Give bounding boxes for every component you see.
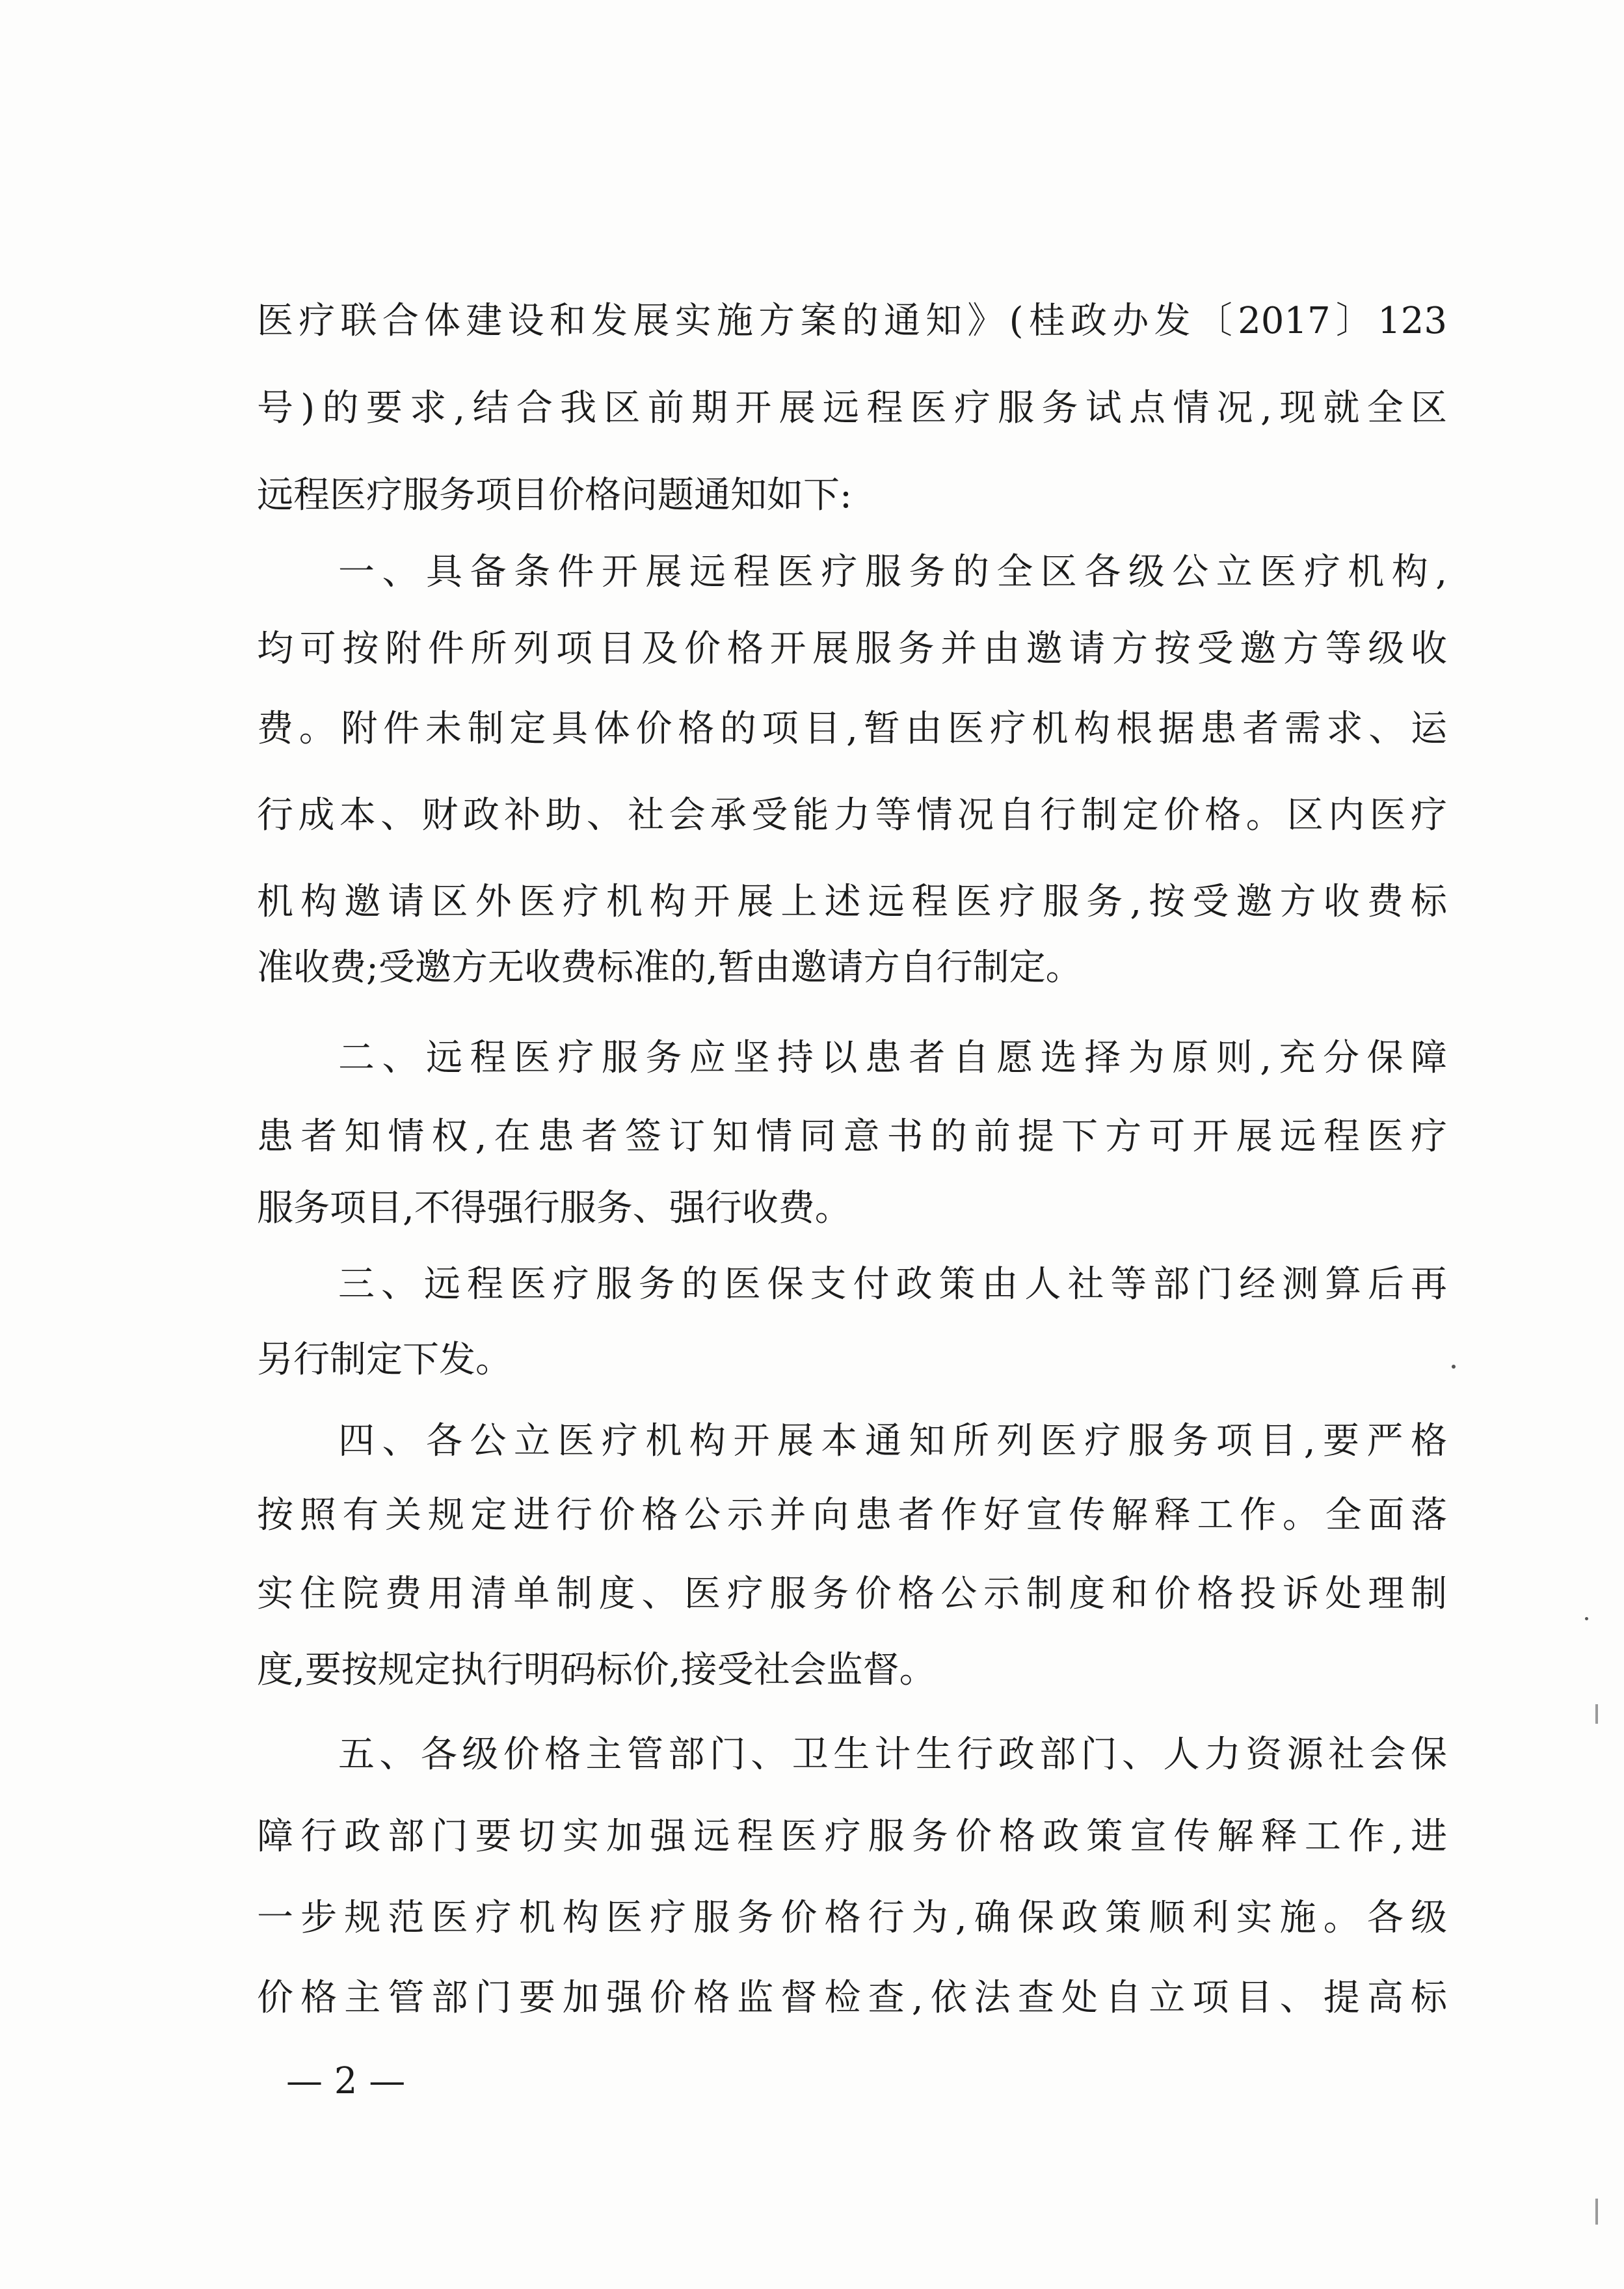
scan-edge-mark: [1595, 1704, 1598, 1724]
text-line: 远程医疗服务项目价格问题通知如下:: [257, 474, 852, 516]
scan-speck: [1585, 1617, 1588, 1620]
text-line: 度,要按规定执行明码标价,接受社会监督。: [257, 1649, 936, 1691]
text-line: 机构邀请区外医疗机构开展上述远程医疗服务,按受邀方收费标: [257, 881, 1447, 923]
paragraph-3-line: 三、远程医疗服务的医保支付政策由人社等部门经测算后再: [338, 1263, 1447, 1305]
text-line: 行成本、财政补助、社会承受能力等情况自行制定价格。区内医疗: [257, 794, 1447, 837]
page-number: — 2 —: [286, 2060, 406, 2102]
text-line: 服务项目,不得强行服务、强行收费。: [257, 1187, 851, 1229]
text-line: 费。附件未制定具体价格的项目,暂由医疗机构根据患者需求、运: [257, 708, 1447, 750]
paragraph-1-line: 一、具备条件开展远程医疗服务的全区各级公立医疗机构,: [338, 551, 1447, 593]
text-line: 号)的要求,结合我区前期开展远程医疗服务试点情况,现就全区: [257, 387, 1447, 429]
text-line: 障行政部门要切实加强远程医疗服务价格政策宣传解释工作,进: [257, 1815, 1447, 1858]
text-line: 医疗联合体建设和发展实施方案的通知》(桂政办发〔2017〕123: [257, 300, 1447, 342]
paragraph-4-line: 四、各公立医疗机构开展本通知所列医疗服务项目,要严格: [338, 1420, 1447, 1462]
paragraph-5-line: 五、各级价格主管部门、卫生计生行政部门、人力资源社会保: [338, 1733, 1447, 1776]
text-line: 另行制定下发。: [257, 1339, 512, 1381]
text-line: 一步规范医疗机构医疗服务价格行为,确保政策顺利实施。各级: [257, 1897, 1447, 1939]
scan-speck: [1452, 1365, 1456, 1369]
text-line: 价格主管部门要加强价格监督检查,依法查处自立项目、提高标: [257, 1977, 1447, 2019]
text-line: 实住院费用清单制度、医疗服务价格公示制度和价格投诉处理制: [257, 1573, 1447, 1615]
text-line: 均可按附件所列项目及价格开展服务并由邀请方按受邀方等级收: [257, 628, 1447, 670]
text-line: 准收费;受邀方无收费标准的,暂由邀请方自行制定。: [257, 946, 1082, 989]
scan-edge-mark: [1595, 2199, 1598, 2225]
paragraph-2-line: 二、远程医疗服务应坚持以患者自愿选择为原则,充分保障: [338, 1037, 1447, 1079]
text-line: 按照有关规定进行价格公示并向患者作好宣传解释工作。全面落: [257, 1494, 1447, 1536]
text-line: 患者知情权,在患者签订知情同意书的前提下方可开展远程医疗: [257, 1116, 1447, 1158]
